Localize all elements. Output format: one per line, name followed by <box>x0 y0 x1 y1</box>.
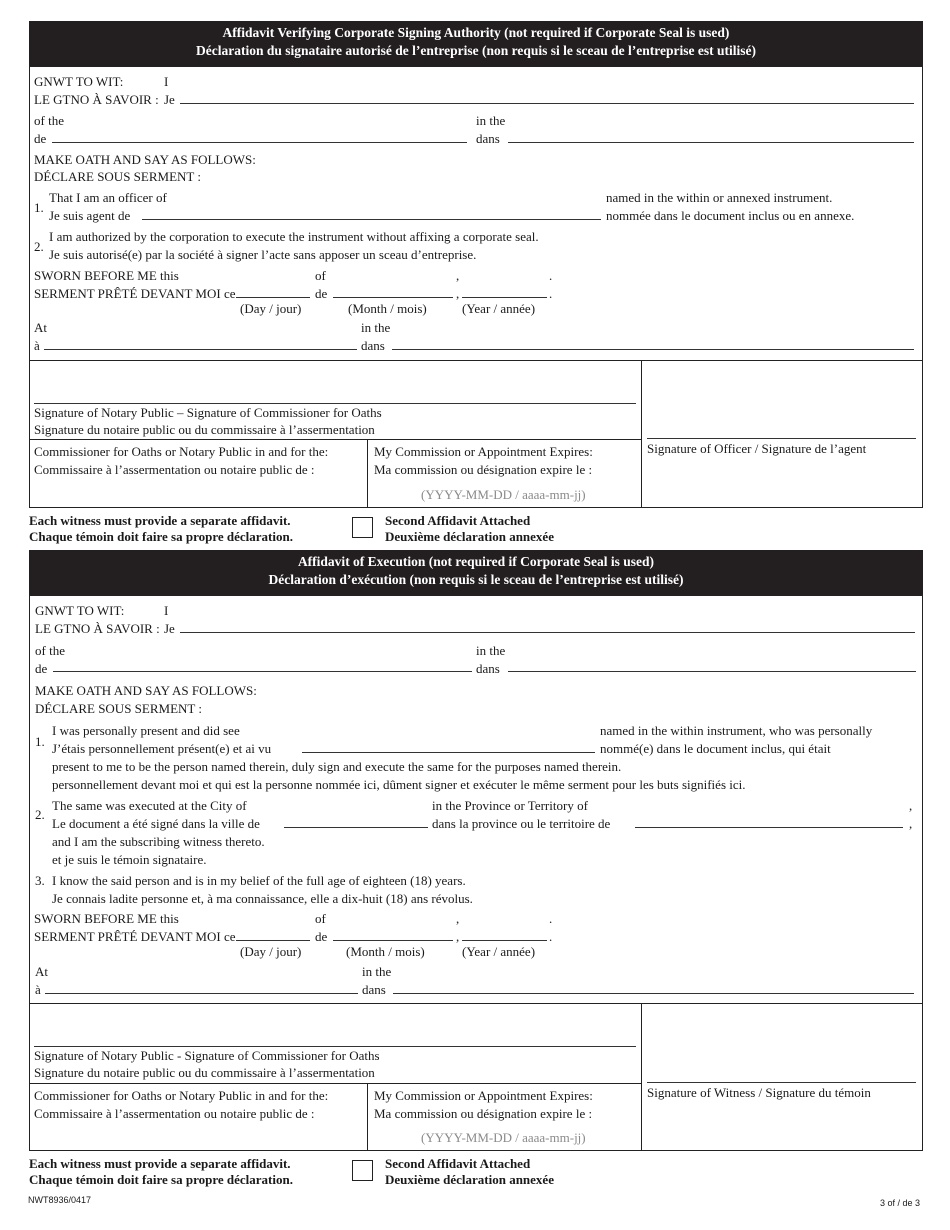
i-label-fr: Je <box>164 92 175 107</box>
section1-header <box>29 21 923 66</box>
notary-signature-label-fr: Signature du notaire public ou du commissaire à l’assermentation <box>34 1065 375 1080</box>
signature-area-divider <box>29 360 923 361</box>
item1-number: 1. <box>34 200 44 215</box>
commissioner-label-en: Commissioner for Oaths or Notary Public in and for the: <box>34 444 329 459</box>
at-label-en: At <box>35 964 48 979</box>
officer-signature-label: Signature of Officer / Signature de l’agent <box>647 441 867 456</box>
item2-number: 2. <box>34 239 44 254</box>
notary-signature-label-en: Signature of Notary Public – Signature of Commissioner for Oaths <box>34 405 382 420</box>
expiry-date-field[interactable]: (YYYY-MM-DD / aaaa-mm-jj) <box>421 487 586 502</box>
period-2: . <box>549 929 553 944</box>
of-label-en: of the <box>34 113 64 128</box>
name-field[interactable] <box>180 103 914 104</box>
day-caption: (Day / jour) <box>240 944 302 959</box>
province-comma-1: , <box>909 798 913 813</box>
signature-area-divider <box>29 1003 923 1004</box>
inthe2-label-fr: dans <box>361 338 385 353</box>
expires-label-fr: Ma commission ou désignation expire le : <box>374 1106 593 1121</box>
sworn-label-en: SWORN BEFORE ME this <box>34 268 179 283</box>
expires-label-en: My Commission or Appointment Expires: <box>374 1088 593 1103</box>
comma-2: , <box>456 929 460 944</box>
witness-note-fr: Chaque témoin doit faire sa propre déclaration. <box>29 529 293 544</box>
of2-label-en: of <box>315 268 326 283</box>
of2-label-fr: de <box>315 286 328 301</box>
at-label-fr: à <box>34 338 40 353</box>
year-field[interactable] <box>462 297 547 298</box>
second-affidavit-label-fr: Deuxième déclaration annexée <box>385 1172 554 1187</box>
inthe-field[interactable] <box>508 671 916 672</box>
commission-row-divider <box>29 1083 641 1084</box>
item1-after-fr: nommée dans le document inclus ou en annexe. <box>606 208 855 223</box>
inthe2-label-en: in the <box>361 320 391 335</box>
second-affidavit-checkbox[interactable] <box>352 517 373 538</box>
sworn-label-en: SWORN BEFORE ME this <box>34 911 179 926</box>
at-field[interactable] <box>44 349 357 350</box>
section2-header <box>29 550 923 595</box>
item2-continued-en: and I am the subscribing witness thereto. <box>52 834 265 849</box>
name-field[interactable] <box>180 632 915 633</box>
month-field[interactable] <box>333 297 453 298</box>
day-field[interactable] <box>236 297 310 298</box>
gnwt-label-fr: LE GTNO À SAVOIR : <box>35 621 160 636</box>
oath-label-en: MAKE OATH AND SAY AS FOLLOWS: <box>35 683 257 698</box>
item1-text-fr: J’étais personnellement présent(e) et ai vu <box>52 741 272 756</box>
month-field[interactable] <box>333 940 453 941</box>
section1-header-en: Affidavit Verifying Corporate Signing Authority (not required if Corporate Seal is used) <box>222 25 730 40</box>
inthe-label-fr: dans <box>476 131 500 146</box>
commission-column-divider <box>367 1083 368 1151</box>
gnwt-label-en: GNWT TO WIT: <box>35 603 125 618</box>
inthe-label-en: in the <box>476 113 506 128</box>
day-caption: (Day / jour) <box>240 301 302 316</box>
month-caption: (Month / mois) <box>348 301 427 316</box>
form-code: NWT8936/0417 <box>28 1195 92 1205</box>
of-label-en: of the <box>35 643 65 658</box>
expires-label-fr: Ma commission ou désignation expire le : <box>374 462 593 477</box>
section2-header-en: Affidavit of Execution (not required if Corporate Seal is used) <box>297 554 655 569</box>
witness-note-en: Each witness must provide a separate affidavit. <box>29 1156 291 1171</box>
officer-signature-line[interactable] <box>647 438 916 439</box>
of-field[interactable] <box>52 142 467 143</box>
period-1: . <box>549 911 553 926</box>
period-1: . <box>549 268 553 283</box>
item2-text-fr: Le document a été signé dans la ville de <box>52 816 260 831</box>
of-label-fr: de <box>34 131 47 146</box>
comma-2: , <box>456 286 460 301</box>
at-field[interactable] <box>45 993 358 994</box>
witness-signature-label: Signature of Witness / Signature du témoin <box>647 1085 871 1100</box>
commissioner-label-fr: Commissaire à l’assermentation ou notaire public de : <box>34 462 315 477</box>
item3-text-fr: Je connais ladite personne et, à ma connaissance, elle a dix-huit (18) ans révolus. <box>52 891 473 906</box>
inthe2-label-en: in the <box>362 964 392 979</box>
item2-province-en: in the Province or Territory of <box>432 798 588 813</box>
second-affidavit-label-en: Second Affidavit Attached <box>385 513 531 528</box>
item3-number: 3. <box>35 873 45 888</box>
oath-label-en: MAKE OATH AND SAY AS FOLLOWS: <box>34 152 256 167</box>
commissioner-label-en: Commissioner for Oaths or Notary Public in and for the: <box>34 1088 329 1103</box>
item2-number: 2. <box>35 807 45 822</box>
person-name-field[interactable] <box>302 752 595 753</box>
page-number: 3 of / de 3 <box>880 1198 921 1208</box>
sworn-label-fr: SERMENT PRÊTÉ DEVANT MOI ce <box>34 286 236 301</box>
witness-signature-line[interactable] <box>647 1082 916 1083</box>
officer-column-divider <box>641 360 642 508</box>
i-label-en: I <box>164 603 169 618</box>
item2-text-en: The same was executed at the City of <box>52 798 247 813</box>
comma-1: , <box>456 911 460 926</box>
commission-row-divider <box>29 439 641 440</box>
item1-continued-en: present to me to be the person named therein, duly sign and execute the same for the purposes named therein. <box>52 759 622 774</box>
of2-label-en: of <box>315 911 326 926</box>
province-comma-2: , <box>909 816 913 831</box>
of-field[interactable] <box>53 671 472 672</box>
inthe2-field[interactable] <box>393 993 914 994</box>
item2-province-fr: dans la province ou le territoire de <box>432 816 611 831</box>
sworn-label-fr: SERMENT PRÊTÉ DEVANT MOI ce <box>34 929 236 944</box>
comma-1: , <box>456 268 460 283</box>
item1-text-en: I was personally present and did see <box>52 723 240 738</box>
witness-note-fr: Chaque témoin doit faire sa propre déclaration. <box>29 1172 293 1187</box>
gnwt-label-en: GNWT TO WIT: <box>34 74 124 89</box>
item1-text-en: That I am an officer of <box>49 190 167 205</box>
item1-text-fr: Je suis agent de <box>49 208 131 223</box>
year-caption: (Year / année) <box>462 301 536 316</box>
gnwt-label-fr: LE GTNO À SAVOIR : <box>34 92 159 107</box>
i-label-en: I <box>164 74 169 89</box>
item3-text-en: I know the said person and is in my belief of the full age of eighteen (18) years. <box>52 873 466 888</box>
inthe-field[interactable] <box>508 142 914 143</box>
item1-number: 1. <box>35 734 45 749</box>
second-affidavit-label-fr: Deuxième déclaration annexée <box>385 529 554 544</box>
period-2: . <box>549 286 553 301</box>
of-label-fr: de <box>35 661 48 676</box>
year-caption: (Year / année) <box>462 944 536 959</box>
witness-column-divider <box>641 1003 642 1151</box>
province-field[interactable] <box>635 827 903 828</box>
second-affidavit-label-en: Second Affidavit Attached <box>385 1156 531 1171</box>
at-label-en: At <box>34 320 47 335</box>
of2-label-fr: de <box>315 929 328 944</box>
item1-after-en: named in the within instrument, who was personally <box>600 723 873 738</box>
section2-header-fr: Déclaration d’exécution (non requis si le sceau de l’entreprise est utilisé) <box>268 572 684 587</box>
item1-after-fr: nommé(e) dans le document inclus, qui était <box>600 741 831 756</box>
inthe2-label-fr: dans <box>362 982 386 997</box>
commission-column-divider <box>367 439 368 508</box>
item2-continued-fr: et je suis le témoin signataire. <box>52 852 207 867</box>
witness-note-en: Each witness must provide a separate affidavit. <box>29 513 291 528</box>
corporation-field[interactable] <box>142 219 601 220</box>
month-caption: (Month / mois) <box>346 944 425 959</box>
notary-signature-label-fr: Signature du notaire public ou du commissaire à l’assermentation <box>34 422 375 437</box>
item1-after-en: named in the within or annexed instrument. <box>606 190 833 205</box>
oath-label-fr: DÉCLARE SOUS SERMENT : <box>35 701 202 716</box>
day-field[interactable] <box>236 940 310 941</box>
expiry-date-field[interactable]: (YYYY-MM-DD / aaaa-mm-jj) <box>421 1130 586 1145</box>
item2-text-en: I am authorized by the corporation to execute the instrument without affixing a corporate seal. <box>49 229 539 244</box>
inthe-label-en: in the <box>476 643 506 658</box>
commissioner-label-fr: Commissaire à l’assermentation ou notaire public de : <box>34 1106 315 1121</box>
second-affidavit-checkbox[interactable] <box>352 1160 373 1181</box>
at-label-fr: à <box>35 982 41 997</box>
oath-label-fr: DÉCLARE SOUS SERMENT : <box>34 169 201 184</box>
section1-header-fr: Déclaration du signataire autorisé de l’entreprise (non requis si le sceau de l’entreprise est utilisé) <box>196 43 756 58</box>
year-field[interactable] <box>462 940 547 941</box>
city-field[interactable] <box>284 827 428 828</box>
expires-label-en: My Commission or Appointment Expires: <box>374 444 593 459</box>
item1-continued-fr: personnellement devant moi et qui est la personne nommée ici, dûment signer et exécuter le même serment pour les buts signifiés ici. <box>52 777 746 792</box>
inthe-label-fr: dans <box>476 661 500 676</box>
item2-text-fr: Je suis autorisé(e) par la société à signer l’acte sans apposer un sceau d’entreprise. <box>49 247 477 262</box>
inthe2-field[interactable] <box>392 349 914 350</box>
notary-signature-label-en: Signature of Notary Public - Signature of Commissioner for Oaths <box>34 1048 380 1063</box>
i-label-fr: Je <box>164 621 175 636</box>
